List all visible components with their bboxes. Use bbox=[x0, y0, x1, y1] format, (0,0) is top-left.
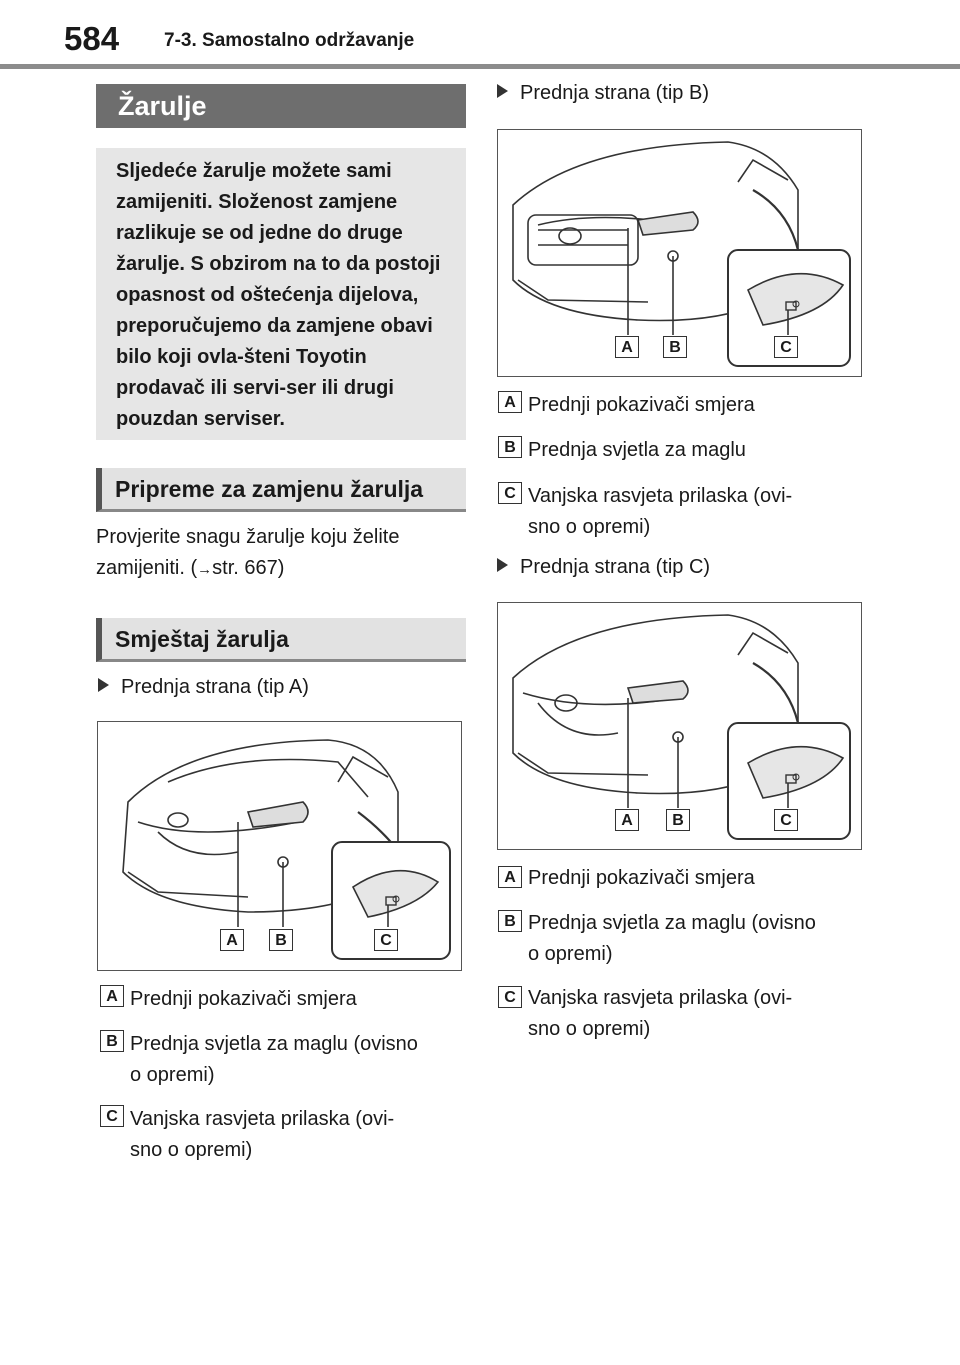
triangle-bullet-icon bbox=[497, 558, 508, 572]
para-line-1: Provjerite snagu žarulje koju želite bbox=[96, 526, 400, 548]
legend-a-item-c-line2: sno o opremi) bbox=[130, 1139, 253, 1161]
legend-a-marker-c: C bbox=[100, 1105, 124, 1127]
legend-b-marker-a: A bbox=[498, 391, 522, 413]
bullet-type-b-label: Prednja strana (tip B) bbox=[520, 82, 709, 104]
bullet-type-c bbox=[497, 556, 710, 579]
callout-c: C bbox=[774, 809, 798, 831]
page-reference-link[interactable]: str. 667) bbox=[212, 557, 285, 579]
legend-a-marker-b: B bbox=[100, 1030, 124, 1052]
section-heading-smjestaj: Smještaj žarulja bbox=[96, 618, 466, 662]
callout-c: C bbox=[374, 929, 398, 951]
bullet-type-a-label: Prednja strana (tip A) bbox=[121, 676, 309, 698]
callout-b: B bbox=[663, 336, 687, 358]
figure-type-a bbox=[97, 721, 462, 971]
bullet-type-a bbox=[98, 676, 309, 699]
callout-a: A bbox=[615, 809, 639, 831]
triangle-bullet-icon bbox=[98, 678, 109, 692]
section-heading-zarulje: Žarulje bbox=[96, 84, 466, 128]
legend-c-item-b-line2: o opremi) bbox=[528, 943, 613, 965]
callout-b: B bbox=[269, 929, 293, 951]
callout-a: A bbox=[220, 929, 244, 951]
legend-a-marker-a: A bbox=[100, 985, 124, 1007]
callout-b: B bbox=[666, 809, 690, 831]
legend-c-item-c-line2: sno o opremi) bbox=[528, 1018, 651, 1040]
legend-a-item-b-line1: Prednja svjetla za maglu (ovisno bbox=[130, 1033, 418, 1055]
intro-box: Sljedeće žarulje možete sami zamijeniti. Složenost zamjene razlikuje se od jedne do druge žarulje. S obzirom na to da postoji opasnost od oštećenja dijelova, preporučujemo da zamjene obavi bilo koji ovla-šteni Toyotin prodavač ili servi-ser ili drugi pouzdan serviser. bbox=[96, 148, 466, 440]
legend-c-item-b-line1: Prednja svjetla za maglu (ovisno bbox=[528, 912, 816, 934]
arrow-right-icon: → bbox=[197, 561, 213, 578]
page-number: 584 bbox=[64, 20, 120, 57]
legend-a-item-b-line2: o opremi) bbox=[130, 1064, 215, 1086]
callout-c: C bbox=[774, 336, 798, 358]
legend-b-marker-c: C bbox=[498, 482, 522, 504]
section-heading-pripreme: Pripreme za zamjenu žarulja bbox=[96, 468, 466, 512]
legend-b-item-b: Prednja svjetla za maglu bbox=[528, 439, 746, 461]
legend-a-item-c-line1: Vanjska rasvjeta prilaska (ovi- bbox=[130, 1108, 395, 1130]
triangle-bullet-icon bbox=[497, 84, 508, 98]
header-rule bbox=[0, 64, 960, 69]
page-header bbox=[0, 0, 960, 70]
figure-type-c bbox=[497, 602, 862, 850]
para-line-2 bbox=[96, 553, 466, 585]
bullet-type-c-label: Prednja strana (tip C) bbox=[520, 556, 711, 578]
legend-c-marker-a: A bbox=[498, 866, 522, 888]
legend-c-marker-b: B bbox=[498, 910, 522, 932]
chapter-title: 7-3. Samostalno održavanje bbox=[164, 30, 415, 51]
legend-b-item-a: Prednji pokazivači smjera bbox=[528, 394, 755, 416]
callout-a: A bbox=[615, 336, 639, 358]
legend-b-item-c-line2: sno o opremi) bbox=[528, 516, 651, 538]
legend-b-item-c-line1: Vanjska rasvjeta prilaska (ovi- bbox=[528, 485, 793, 507]
legend-c-item-c-line1: Vanjska rasvjeta prilaska (ovi- bbox=[528, 987, 793, 1009]
legend-b-marker-b: B bbox=[498, 436, 522, 458]
legend-c-item-a: Prednji pokazivači smjera bbox=[528, 867, 755, 889]
para-text: zamijeniti. ( bbox=[96, 557, 198, 579]
preparation-paragraph bbox=[96, 522, 466, 585]
legend-c-marker-c: C bbox=[498, 986, 522, 1008]
bullet-type-b bbox=[497, 82, 709, 105]
figure-type-b bbox=[497, 129, 862, 377]
legend-a-item-a: Prednji pokazivači smjera bbox=[130, 988, 357, 1010]
